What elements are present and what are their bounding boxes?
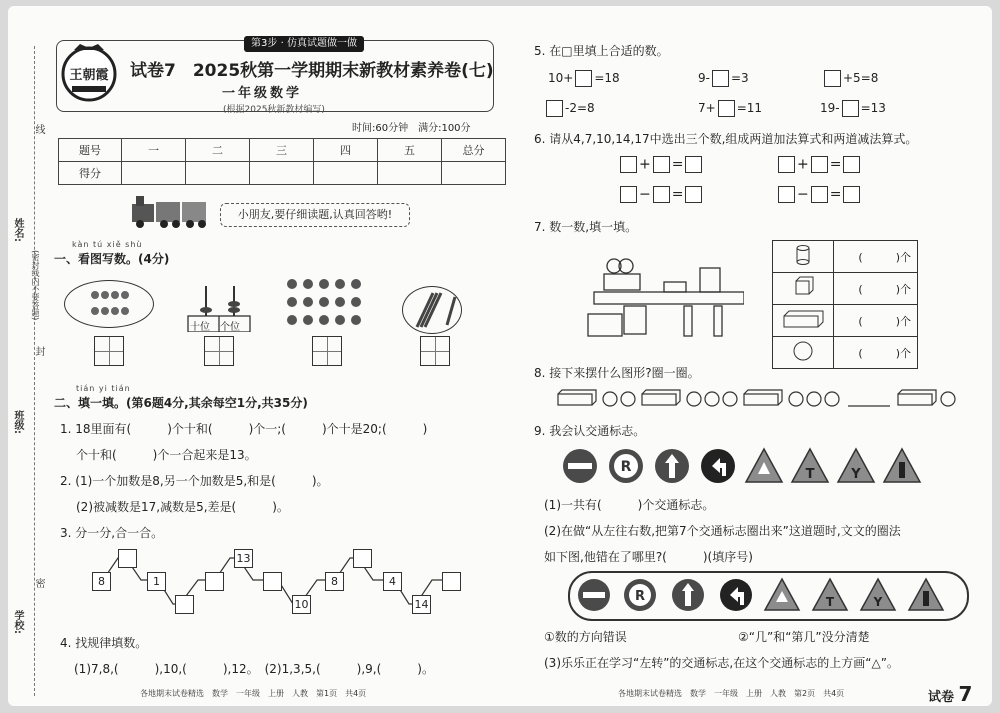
abacus-ones-label: 个位 — [220, 322, 240, 333]
q4-line: (1)7,8,( ),10,( ),12。 (2)1,3,5,( ),9,( )。 — [74, 662, 434, 676]
q3-box-blank[interactable] — [442, 572, 461, 591]
q5-blank[interactable] — [712, 70, 729, 87]
q6-blank[interactable] — [811, 186, 828, 203]
q7-title: 7. 数一数,填一填。 — [534, 220, 638, 234]
exam-paper — [8, 6, 992, 706]
score-header-cell: 一 — [122, 139, 186, 162]
sphere-icon — [773, 337, 834, 369]
score-row-label: 得分 — [59, 162, 122, 185]
q3-box-8a: 8 — [92, 572, 111, 591]
q5-eq-6 — [820, 100, 886, 117]
q8-pattern — [556, 388, 966, 414]
abacus-tens-label: 十位 — [190, 322, 210, 333]
q5-eq-5 — [698, 100, 762, 117]
q5-eq-text: 7+ — [698, 101, 716, 115]
q3-box-13: 13 — [234, 549, 253, 568]
q9-signs-row-circled — [576, 575, 966, 619]
footer-right: 各地期末试卷精选 数学 一年级 上册 人教 第2页 共4页 — [618, 689, 845, 698]
sign-letter-r: R — [620, 459, 632, 475]
q9-2b: 如下图,他错在了哪里?( )(填序号) — [544, 550, 753, 564]
q5-eq-text: =3 — [730, 71, 749, 85]
q6-blank[interactable] — [620, 156, 637, 173]
q6-add-1: + = — [618, 156, 704, 173]
q7-shape-table — [772, 240, 918, 369]
sign-letter-y-2: Y — [873, 595, 883, 609]
q5-eq-4 — [544, 100, 595, 117]
edition-note: (根据2025秋新教材编写) — [223, 105, 325, 115]
q5-eq-3 — [822, 70, 878, 87]
q5-eq-text: 10+ — [548, 71, 574, 85]
q9-option-2: ②“几”和“第几”没分清楚 — [738, 630, 870, 644]
name-label: 姓名: — [12, 218, 23, 242]
q6-add-2: + = — [776, 156, 862, 173]
q9-2a: (2)在做“从左往右数,把第7个交通标志圈出来”这道题时,文文的圈法 — [544, 524, 901, 538]
q5-blank[interactable] — [824, 70, 841, 87]
score-header-cell: 总分 — [442, 139, 506, 162]
q3-box-blank[interactable] — [205, 572, 224, 591]
section1-title: 一、看图写数。(4分) — [54, 252, 170, 266]
sign-letter-t-2: T — [825, 595, 835, 609]
q3-box-blank[interactable] — [263, 572, 282, 591]
q5-title: 5. 在□里填上合适的数。 — [534, 44, 669, 58]
q6-blank[interactable] — [843, 186, 860, 203]
q2-line1: 2. (1)一个加数是8,另一个加数是5,和是( )。 — [60, 474, 329, 488]
section2-title: 二、填一填。(第6题4分,其余每空1分,共35分) — [54, 396, 308, 410]
q6-sub-1: − = — [618, 186, 704, 203]
q6-blank[interactable] — [778, 186, 795, 203]
step-tab: 第3步 · 仿真试题做一做 — [244, 36, 364, 52]
q6-blank[interactable] — [811, 156, 828, 173]
cuboid-icon — [773, 305, 834, 337]
q9-1: (1)一共有( )个交通标志。 — [544, 498, 715, 512]
seal-mark-3: 密 — [33, 578, 44, 588]
q3-box-14: 14 — [412, 595, 431, 614]
q6-blank[interactable] — [778, 156, 795, 173]
q4-title: 4. 找规律填数。 — [60, 636, 148, 650]
q7-answer-3[interactable]: ( )个 — [834, 305, 918, 337]
q5-blank[interactable] — [718, 100, 735, 117]
q6-blank[interactable] — [685, 186, 702, 203]
q5-eq-text: 19- — [820, 101, 840, 115]
q3-box-1: 1 — [147, 572, 166, 591]
q5-eq-text: =11 — [736, 101, 763, 115]
q5-eq-text: +5=8 — [843, 71, 879, 85]
q6-blank[interactable] — [620, 186, 637, 203]
badge-label: 试卷 — [928, 690, 955, 705]
sign-letter-r-2: R — [634, 589, 646, 604]
cube-icon — [773, 273, 834, 305]
q5-eq-text: =18 — [594, 71, 620, 85]
section1-pinyin: kàn tú xiě shù — [72, 240, 143, 249]
q1-line1: 1. 18里面有( )个十和( )个一;( )个十是20;( ) — [60, 422, 428, 436]
score-header-cell: 三 — [250, 139, 314, 162]
seal-mark-2: 封 — [33, 346, 44, 356]
q6-title: 6. 请从4,7,10,14,17中选出三个数,组成两道加法算式和两道减法算式。 — [534, 132, 918, 146]
page-title: 试卷7 2025秋第一学期期末新教材素养卷(七) — [130, 61, 494, 81]
q5-eq-2 — [698, 70, 749, 87]
q5-blank[interactable] — [842, 100, 859, 117]
q2-line2: (2)被减数是17,减数是5,差是( )。 — [76, 500, 289, 514]
q7-answer-1[interactable]: ( )个 — [834, 241, 918, 273]
q8-title: 8. 接下来摆什么图形?圈一圈。 — [534, 366, 700, 380]
q9-option-1: ①数的方向错误 — [544, 630, 627, 644]
q3-title: 3. 分一分,合一合。 — [60, 526, 164, 540]
q5-eq-text: 9- — [698, 71, 710, 85]
score-header-cell: 五 — [378, 139, 442, 162]
badge-number: 7 — [958, 682, 973, 706]
q9-signs-row — [560, 446, 960, 490]
q9-3: (3)乐乐正在学习“左转”的交通标志,在这个交通标志的上方画“△”。 — [544, 656, 899, 670]
q3-box-4: 4 — [383, 572, 402, 591]
school-label: 学校: — [12, 610, 23, 634]
footer-left: 各地期末试卷精选 数学 一年级 上册 人教 第1页 共4页 — [140, 689, 367, 698]
q3-box-blank[interactable] — [118, 549, 137, 568]
time-score-line: 时间:60分钟 满分:100分 — [352, 123, 471, 134]
logo-text: 王朝霞 — [69, 68, 109, 83]
q3-box-blank[interactable] — [353, 549, 372, 568]
section2-pinyin: tián yi tián — [76, 384, 131, 393]
reminder-bubble: 小朋友,要仔细读题,认真回答哟! — [220, 203, 410, 227]
seal-mark-1: 线 — [33, 124, 44, 134]
q5-eq-1 — [548, 70, 620, 87]
q7-answer-4[interactable]: ( )个 — [834, 337, 918, 369]
q9-title: 9. 我会认交通标志。 — [534, 424, 646, 438]
page-subtitle: 一年级数学 — [222, 86, 303, 101]
score-header-cell: 题号 — [59, 139, 122, 162]
seal-note: (密封线内不要答题) — [31, 250, 40, 321]
class-label: 班级: — [12, 410, 23, 434]
q6-blank[interactable] — [685, 156, 702, 173]
sign-letter-t: T — [805, 467, 815, 482]
q3-box-10: 10 — [292, 595, 311, 614]
sign-letter-y: Y — [851, 467, 861, 482]
q5-blank[interactable] — [546, 100, 563, 117]
q3-box-blank[interactable] — [175, 595, 194, 614]
q5-eq-text: -2=8 — [565, 101, 595, 115]
cylinder-icon — [773, 241, 834, 273]
q6-blank[interactable] — [653, 156, 670, 173]
q5-eq-text: =13 — [860, 101, 886, 115]
q3-zigzag — [8, 6, 488, 626]
q6-sub-2: − = — [776, 186, 862, 203]
page-badge — [928, 682, 972, 706]
q7-answer-2[interactable]: ( )个 — [834, 273, 918, 305]
score-header-cell: 二 — [186, 139, 250, 162]
q6-blank[interactable] — [653, 186, 670, 203]
score-header-cell: 四 — [314, 139, 378, 162]
q1-line2: 个十和( )个一合起来是13。 — [76, 448, 257, 462]
q6-blank[interactable] — [843, 156, 860, 173]
block-building-icon — [584, 252, 744, 346]
q5-blank[interactable] — [575, 70, 592, 87]
q3-box-8b: 8 — [325, 572, 344, 591]
